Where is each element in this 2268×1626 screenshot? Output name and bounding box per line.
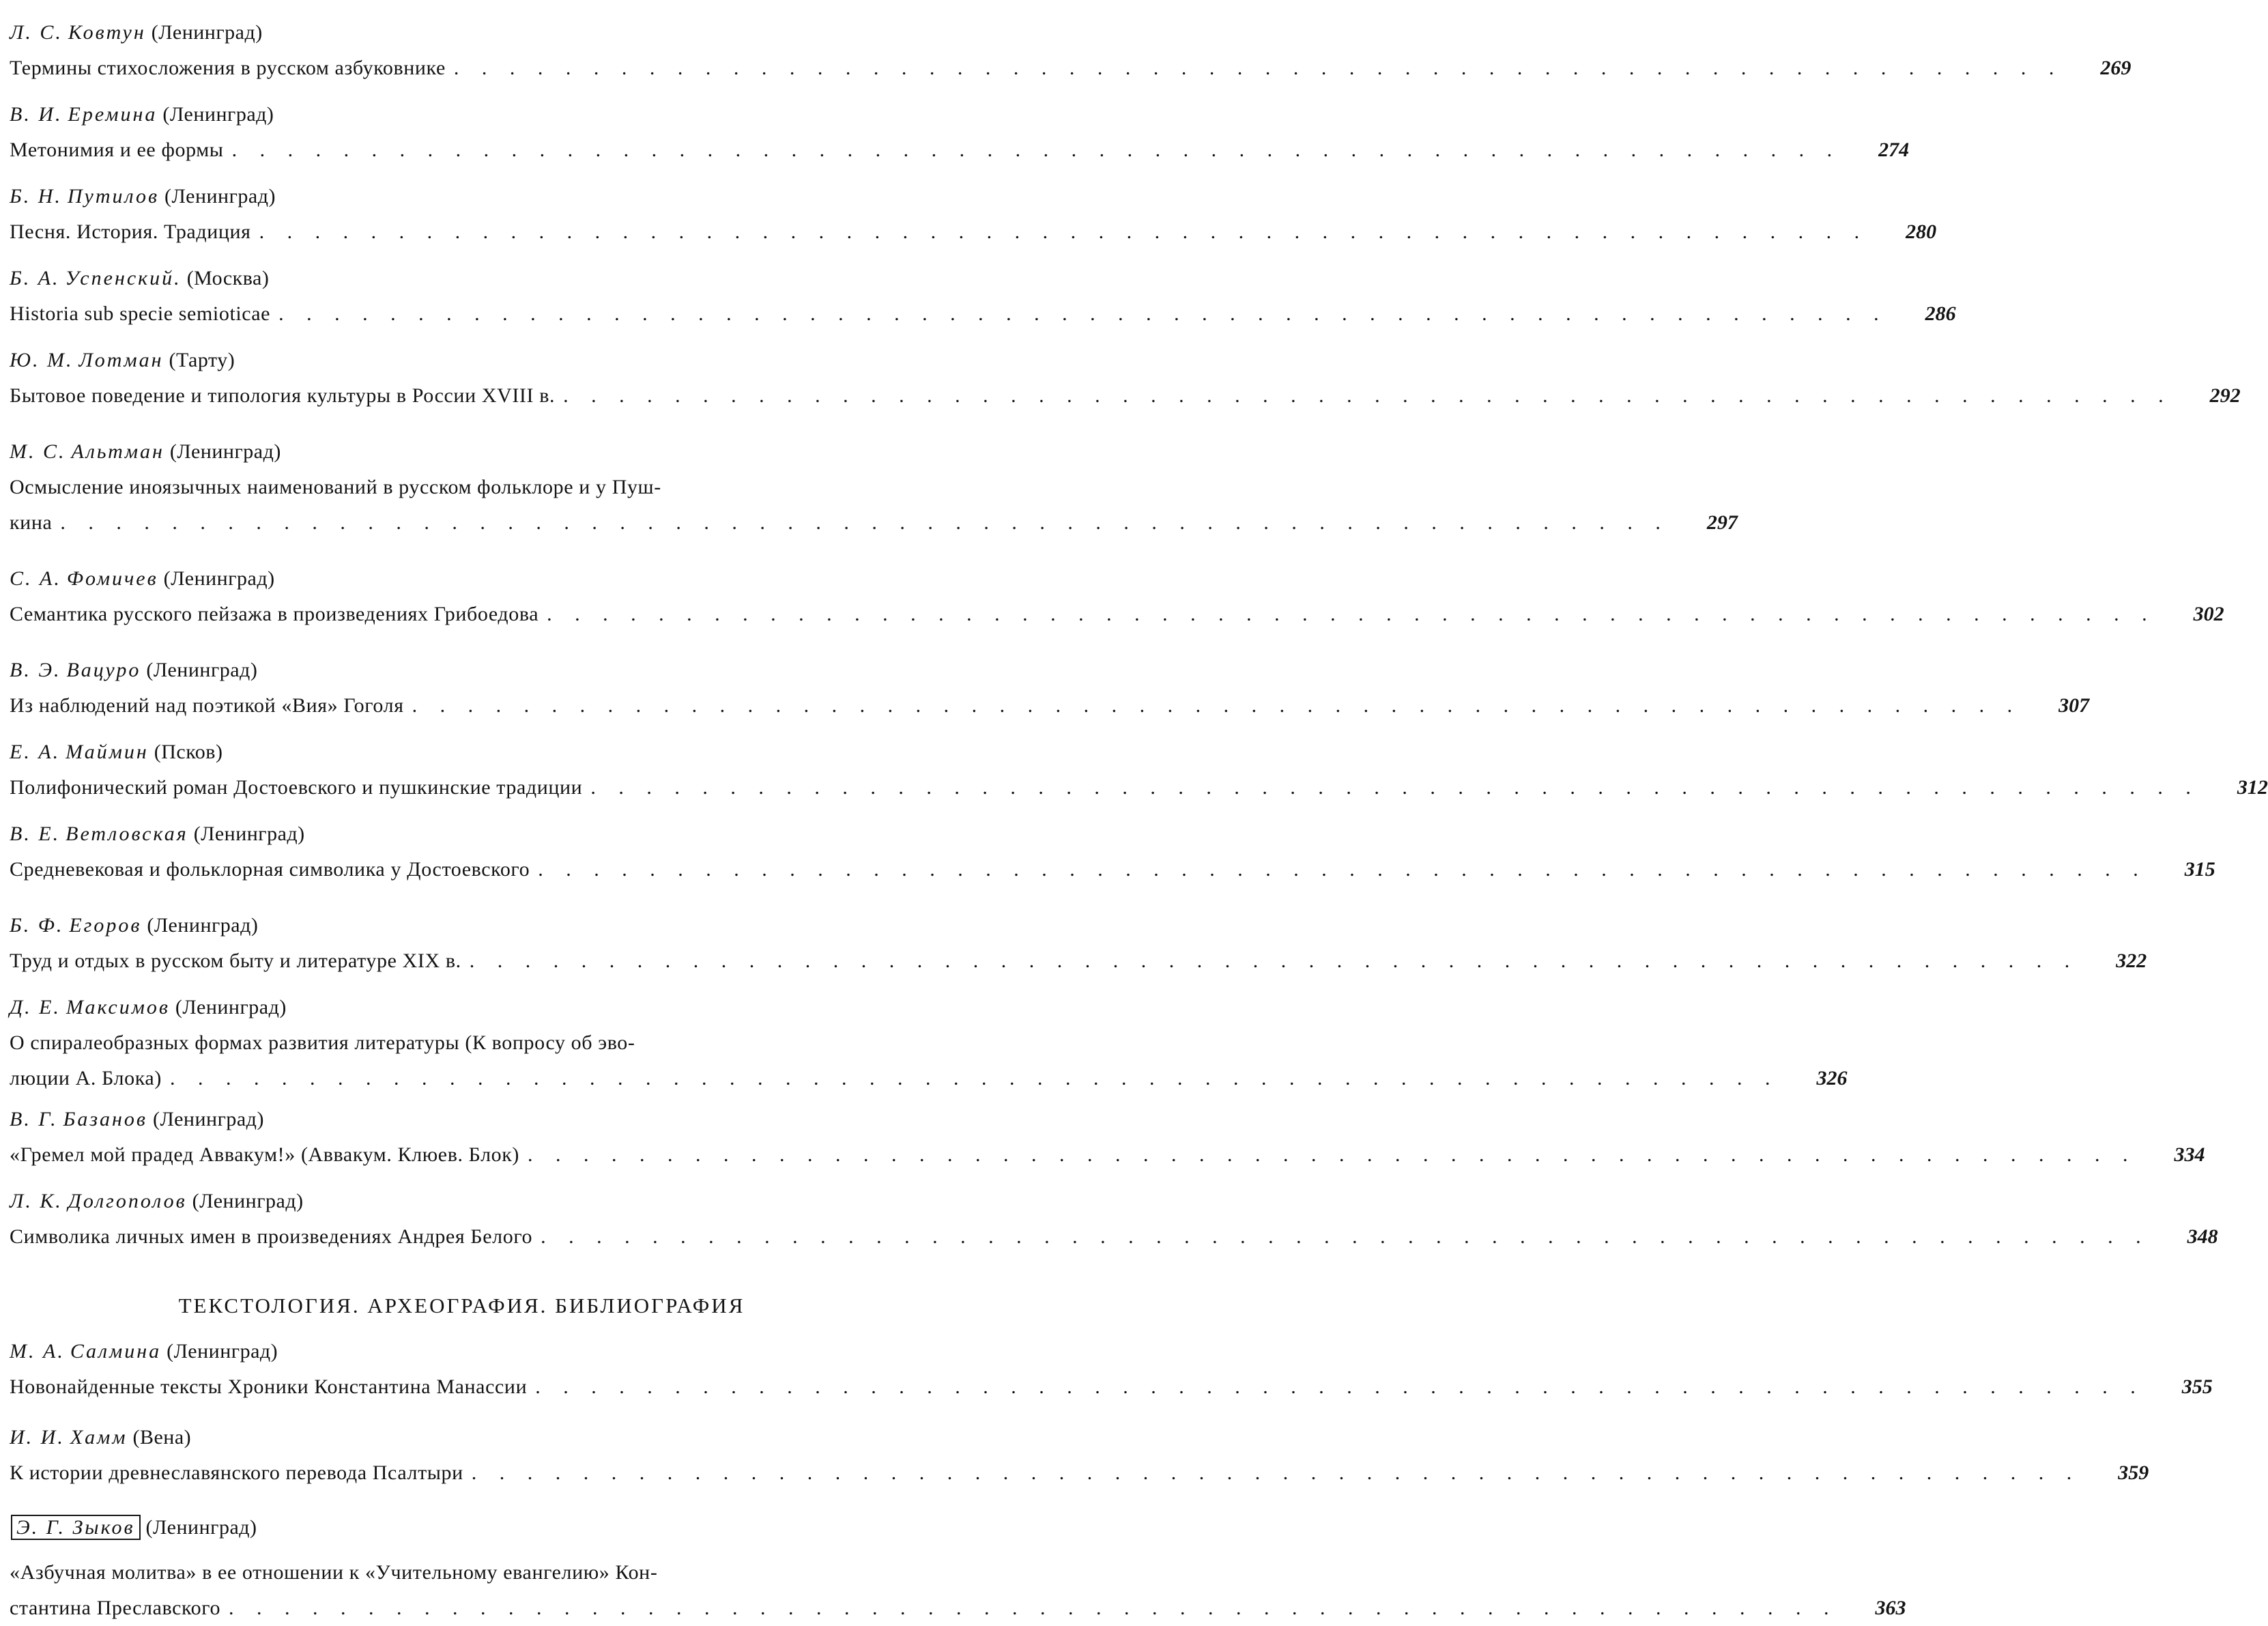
entry-title[interactable]: Труд и отдых в русском быту и литературе XIX в. xyxy=(10,950,461,972)
entry-author xyxy=(10,734,914,770)
author-city: (Ленинград) xyxy=(147,914,259,937)
dot-leader: . . . . . . . . . . . . . . . . . . . . . . . . . . . . . . . . . . . . . . . . . . . . . . . . . . . . . . . . . . xyxy=(547,603,2156,625)
toc-entry xyxy=(10,179,1937,250)
entry-title-part-1[interactable]: Осмысление иноязычных наименований в русском фольклоре и у Пуш- xyxy=(10,476,661,498)
entry-title[interactable]: Из наблюдений над поэтикой «Вия» Гоголя xyxy=(10,694,404,717)
toc-entry xyxy=(10,261,1956,332)
dot-leader: . . . . . . . . . . . . . . . . . . . . . . . . . . . . . . . . . . . . . . . . . . . . . . . . . . . . . . . . . . xyxy=(541,1225,2150,1248)
entry-page-number[interactable]: 312 xyxy=(2237,776,2268,799)
toc-entry xyxy=(10,990,1848,1096)
entry-page-number[interactable]: 269 xyxy=(2100,57,2131,79)
entry-title[interactable]: Символика личных имен в произведениях Андрея Белого xyxy=(10,1225,533,1248)
entry-page-number[interactable]: 280 xyxy=(1906,220,1937,243)
toc-entry xyxy=(10,434,1738,541)
entry-page-number[interactable]: 307 xyxy=(2058,694,2090,717)
entry-title[interactable]: Семантика русского пейзажа в произведениях Грибоедова xyxy=(10,603,539,625)
entry-page-number[interactable]: 326 xyxy=(1816,1067,1848,1089)
entry-title-line xyxy=(10,132,1910,168)
author-city: (Ленинград) xyxy=(193,823,305,845)
entry-page-number[interactable]: 302 xyxy=(2193,603,2224,625)
entry-title-line xyxy=(10,1061,1848,1096)
entry-page-number[interactable]: 334 xyxy=(2174,1143,2205,1166)
author-initials: В. Э. xyxy=(10,659,61,681)
author-surname: Егоров xyxy=(69,914,142,937)
entry-title-line xyxy=(10,214,1937,250)
author-city: (Ленинград) xyxy=(152,1108,264,1130)
dot-leader: . . . . . . . . . . . . . . . . . . . . . . . . . . . . . . . . . . . . . . . . . . . . . . . . . . . . . . . . . . xyxy=(538,858,2147,881)
entry-author xyxy=(10,561,914,597)
author-city: (Ленинград) xyxy=(146,659,258,681)
entry-author xyxy=(10,653,914,688)
entry-title[interactable]: «Гремел мой прадед Аввакум!» (Аввакум. Клюев. Блок) xyxy=(10,1143,520,1166)
entry-author xyxy=(10,1334,914,1369)
author-name-boxed: Э. Г. Зыков xyxy=(11,1515,141,1540)
author-initials: Е. А. xyxy=(10,741,61,763)
author-initials: С. А. xyxy=(10,567,61,590)
dot-leader: . . . . . . . . . . . . . . . . . . . . . . . . . . . . . . . . . . . . . . . . . . . . . . . . . . . . . . . . . . xyxy=(528,1143,2137,1166)
dot-leader: . . . . . . . . . . . . . . . . . . . . . . . . . . . . . . . . . . . . . . . . . . . . . . . . . . . . . . . . . . xyxy=(278,302,1888,325)
entry-author xyxy=(10,434,914,470)
author-city: (Ленинград) xyxy=(169,440,281,463)
author-surname: Успенский. xyxy=(65,267,182,289)
author-surname: Фомичев xyxy=(66,567,158,590)
dot-leader: . . . . . . . . . . . . . . . . . . . . . . . . . . . . . . . . . . . . . . . . . . . . . . . . . . . . . . . . . . xyxy=(590,776,2200,799)
entry-title-line xyxy=(10,296,1956,332)
dot-leader: . . . . . . . . . . . . . . . . . . . . . . . . . . . . . . . . . . . . . . . . . . . . . . . . . . . . . . . . . . xyxy=(231,139,1841,161)
toc-entry xyxy=(10,1510,1906,1626)
toc-entry xyxy=(10,1102,2205,1173)
author-surname: Базанов xyxy=(63,1108,147,1130)
entry-author xyxy=(10,179,914,214)
entry-page-number[interactable]: 315 xyxy=(2184,858,2215,881)
author-initials: Б. Ф. xyxy=(10,914,64,937)
dot-leader: . . . . . . . . . . . . . . . . . . . . . . . . . . . . . . . . . . . . . . . . . . . . . . . . . . . . . . . . . . xyxy=(453,57,2063,79)
author-city: (Псков) xyxy=(154,741,223,763)
entry-title-line-1 xyxy=(10,1555,914,1591)
entry-title-line xyxy=(10,852,2215,887)
dot-leader: . . . . . . . . . . . . . . . . . . . . . . . . . . . . . . . . . . . . . . . . . . . . . . . . . . . . . . . . . . xyxy=(259,220,1869,243)
section-heading: ТЕКСТОЛОГИЯ. АРХЕОГРАФИЯ. БИБЛИОГРАФИЯ xyxy=(178,1294,745,1317)
author-city: (Москва) xyxy=(186,267,270,289)
entry-title-part-1[interactable]: О спиралеобразных формах развития литературы (К вопросу об эво- xyxy=(10,1031,635,1054)
entry-page-number[interactable]: 355 xyxy=(2181,1375,2213,1398)
entry-title-line xyxy=(10,770,2268,805)
entry-title[interactable]: Термины стихосложения в русском азбуковнике xyxy=(10,57,446,79)
author-initials: В. Е. xyxy=(10,823,61,845)
entry-title[interactable]: стантина Преславского xyxy=(10,1597,221,1619)
entry-title[interactable]: Метонимия и ее формы xyxy=(10,139,224,161)
toc-entry xyxy=(10,734,2268,805)
author-surname: Ковтун xyxy=(68,21,146,44)
author-initials: Б. Н. xyxy=(10,185,62,208)
author-surname: Ветловская xyxy=(66,823,188,845)
author-city: (Ленинград) xyxy=(164,185,276,208)
dot-leader: . . . . . . . . . . . . . . . . . . . . . . . . . . . . . . . . . . . . . . . . . . . . . . . . . . . . . . . . . . xyxy=(563,384,2172,407)
entry-title-line xyxy=(10,597,2224,632)
entry-title-line xyxy=(10,1219,2218,1255)
toc-entry xyxy=(10,15,2131,86)
entry-title[interactable]: люции А. Блока) xyxy=(10,1067,162,1089)
toc-entry xyxy=(10,1334,2213,1405)
entry-author xyxy=(10,1184,914,1219)
author-initials: Ю. М. xyxy=(10,349,74,371)
author-surname: Долгополов xyxy=(68,1190,187,1212)
entry-title-line xyxy=(10,1137,2205,1173)
entry-author xyxy=(10,1102,914,1137)
author-initials: Д. Е. xyxy=(10,996,61,1018)
toc-entry xyxy=(10,653,2090,724)
entry-title[interactable]: Новонайденные тексты Хроники Константина Манассии xyxy=(10,1375,528,1398)
author-initials: Б. А. xyxy=(10,267,60,289)
entry-author xyxy=(10,816,914,852)
author-surname: Лотман xyxy=(78,349,164,371)
toc-entry xyxy=(10,1420,2149,1491)
dot-leader: . . . . . . . . . . . . . . . . . . . . . . . . . . . . . . . . . . . . . . . . . . . . . . . . . . . . . . . . . . xyxy=(469,950,2079,972)
author-surname: Маймин xyxy=(66,741,149,763)
entry-title-line xyxy=(10,688,2090,724)
entry-author xyxy=(10,261,914,296)
entry-title-line-1 xyxy=(10,1025,914,1061)
author-city: (Ленинград) xyxy=(162,103,274,126)
toc-entry xyxy=(10,908,2147,979)
entry-title[interactable]: Бытовое поведение и типология культуры в России XVIII в. xyxy=(10,384,556,407)
author-surname: Альтман xyxy=(71,440,164,463)
entry-title-line xyxy=(10,1591,1906,1626)
entry-title-line xyxy=(10,943,2147,979)
author-initials: Л. С. xyxy=(10,21,63,44)
entry-title[interactable]: Песня. История. Традиция xyxy=(10,220,251,243)
author-initials: В. Г. xyxy=(10,1108,58,1130)
entry-title[interactable]: Полифонический роман Достоевского и пушкинские традиции xyxy=(10,776,583,799)
entry-author xyxy=(10,908,914,943)
author-initials: Л. К. xyxy=(10,1190,63,1212)
dot-leader: . . . . . . . . . . . . . . . . . . . . . . . . . . . . . . . . . . . . . . . . . . . . . . . . . . . . . . . . . . xyxy=(60,511,1669,534)
entry-title-line xyxy=(10,1455,2149,1491)
entry-author xyxy=(10,343,914,378)
entry-title-line-1 xyxy=(10,470,914,505)
entry-title-part-1[interactable]: «Азбучная молитва» в ее отношении к «Учительному евангелию» Кон- xyxy=(10,1561,658,1584)
entry-title-line xyxy=(10,51,2131,86)
entry-page-number[interactable]: 363 xyxy=(1875,1597,1906,1619)
entry-author xyxy=(10,15,914,51)
author-city: (Ленинград) xyxy=(163,567,275,590)
author-initials: М. С. xyxy=(10,440,66,463)
author-city: (Ленинград) xyxy=(175,996,287,1018)
author-surname: Максимов xyxy=(66,996,170,1018)
author-surname: Хамм xyxy=(70,1426,128,1449)
entry-title[interactable]: Средневековая и фольклорная символика у Достоевского xyxy=(10,858,530,881)
entry-page-number[interactable]: 297 xyxy=(1706,511,1738,534)
entry-title[interactable]: кина xyxy=(10,511,53,534)
toc-entry xyxy=(10,816,2215,887)
author-surname: Вацуро xyxy=(66,659,141,681)
entry-page-number[interactable]: 359 xyxy=(2118,1461,2149,1484)
entry-author xyxy=(10,1510,914,1545)
dot-leader: . . . . . . . . . . . . . . . . . . . . . . . . . . . . . . . . . . . . . . . . . . . . . . . . . . . . . . . . . . xyxy=(535,1375,2144,1398)
entry-author xyxy=(10,1420,914,1455)
author-initials: М. А. xyxy=(10,1340,65,1363)
author-city: (Ленинград) xyxy=(167,1340,278,1363)
entry-page-number[interactable]: 348 xyxy=(2187,1225,2218,1248)
entry-title[interactable]: Historia sub specie semioticae xyxy=(10,302,271,325)
author-city: (Тарту) xyxy=(169,349,235,371)
author-initials: И. И. xyxy=(10,1426,65,1449)
author-surname: Путилов xyxy=(67,185,159,208)
entry-title-line xyxy=(10,378,2241,414)
author-surname: Салмина xyxy=(70,1340,162,1363)
entry-author xyxy=(10,990,914,1025)
toc-entry xyxy=(10,561,2224,632)
dot-leader: . . . . . . . . . . . . . . . . . . . . . . . . . . . . . . . . . . . . . . . . . . . . . . . . . . . . . . . . . . xyxy=(471,1461,2081,1484)
author-city: (Ленинград) xyxy=(151,21,263,44)
author-city: (Вена) xyxy=(132,1426,192,1449)
entry-title-line xyxy=(10,505,1738,541)
dot-leader: . . . . . . . . . . . . . . . . . . . . . . . . . . . . . . . . . . . . . . . . . . . . . . . . . . . . . . . . . . xyxy=(412,694,2022,717)
toc-entry xyxy=(10,97,1910,168)
entry-page-number[interactable]: 322 xyxy=(2116,950,2147,972)
entry-page-number[interactable]: 292 xyxy=(2209,384,2241,407)
entry-title[interactable]: К истории древнеславянского перевода Псалтыри xyxy=(10,1461,463,1484)
toc-entry xyxy=(10,1184,2218,1255)
entry-page-number[interactable]: 286 xyxy=(1925,302,1956,325)
entry-title-line xyxy=(10,1369,2213,1405)
dot-leader: . . . . . . . . . . . . . . . . . . . . . . . . . . . . . . . . . . . . . . . . . . . . . . . . . . . . . . . . . . xyxy=(169,1067,1779,1089)
entry-page-number[interactable]: 274 xyxy=(1878,139,1910,161)
author-initials: В. И. xyxy=(10,103,63,126)
author-city: (Ленинград) xyxy=(192,1190,304,1212)
author-surname: Еремина xyxy=(68,103,158,126)
toc-entry xyxy=(10,343,2241,414)
dot-leader: . . . . . . . . . . . . . . . . . . . . . . . . . . . . . . . . . . . . . . . . . . . . . . . . . . . . . . . . . . xyxy=(229,1597,1838,1619)
author-city: (Ленинград) xyxy=(145,1516,257,1539)
entry-author xyxy=(10,97,914,132)
